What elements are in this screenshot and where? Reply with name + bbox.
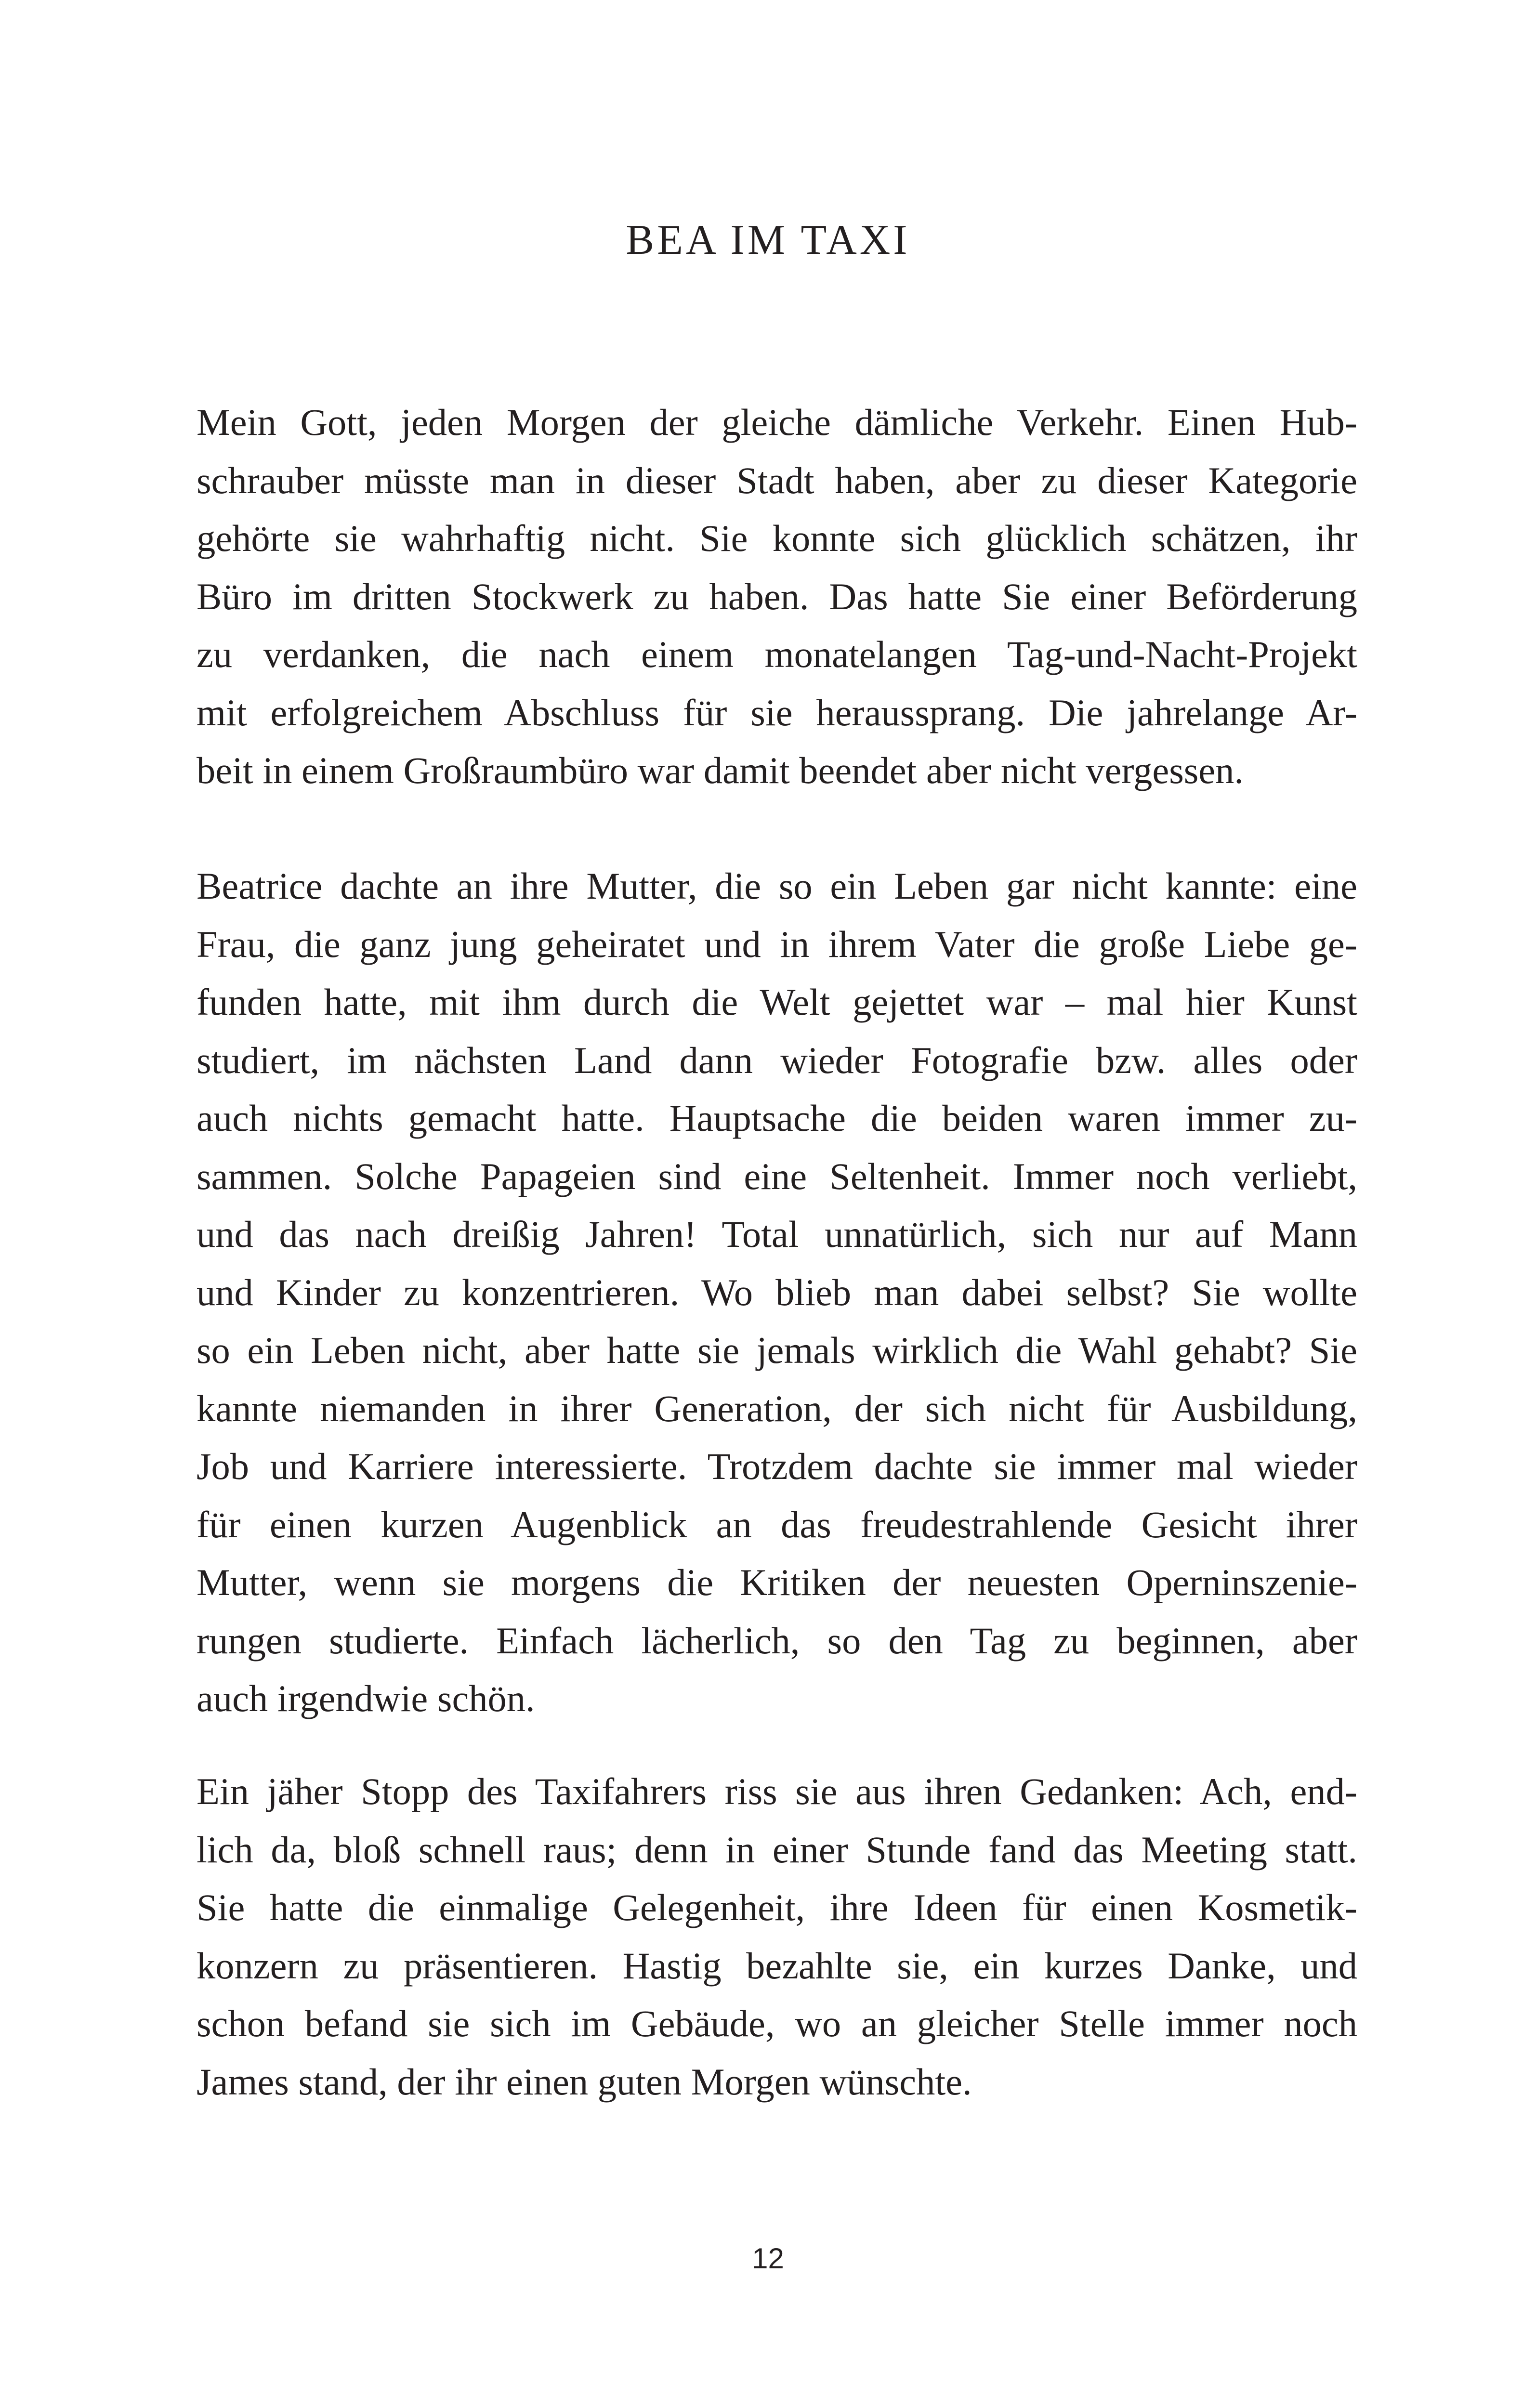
chapter-title: BEA IM TAXI — [626, 217, 910, 263]
text-line: James stand, der ihr einen guten Morgen wünschte. — [197, 2060, 972, 2103]
page-number: 12 — [752, 2242, 784, 2275]
text-line: und Kinder zu konzentrieren. Wo blieb man dabei selbst? Sie wollte — [197, 1271, 1357, 1313]
text-line: studiert, im nächsten Land dann wieder Fotografie bzw. alles oder — [197, 1039, 1357, 1081]
text-line: so ein Leben nicht, aber hatte sie jemals wirklich die Wahl gehabt? Sie — [197, 1329, 1357, 1371]
paragraph-3 — [197, 1763, 1357, 2111]
text-line: sammen. Solche Papageien sind eine Seltenheit. Immer noch verliebt, — [197, 1155, 1357, 1197]
text-line: funden hatte, mit ihm durch die Welt gejettet war – mal hier Kunst — [197, 981, 1357, 1023]
text-line: schrauber müsste man in dieser Stadt haben, aber zu dieser Kategorie — [197, 459, 1357, 501]
text-line: und das nach dreißig Jahren! Total unnatürlich, sich nur auf Mann — [197, 1213, 1357, 1255]
text-line: Mein Gott, jeden Morgen der gleiche dämliche Verkehr. Einen Hub- — [197, 401, 1357, 443]
text-line: gehörte sie wahrhaftig nicht. Sie konnte sich glücklich schätzen, ihr — [197, 517, 1357, 559]
text-line: zu verdanken, die nach einem monatelangen Tag-und-Nacht-Projekt — [197, 633, 1357, 675]
text-line: lich da, bloß schnell raus; denn in einer Stunde fand das Meeting statt. — [197, 1828, 1357, 1871]
text-line: konzern zu präsentieren. Hastig bezahlte sie, ein kurzes Danke, und — [197, 1944, 1357, 1987]
text-line: Mutter, wenn sie morgens die Kritiken der neuesten Operninszenie- — [197, 1561, 1357, 1603]
paragraph-2 — [197, 857, 1357, 1728]
text-line: Sie hatte die einmalige Gelegenheit, ihre Ideen für einen Kosmetik- — [197, 1886, 1357, 1928]
text-line: schon befand sie sich im Gebäude, wo an gleicher Stelle immer noch — [197, 2002, 1357, 2044]
text-line: rungen studierte. Einfach lächerlich, so den Tag zu beginnen, aber — [197, 1619, 1357, 1662]
text-line: Beatrice dachte an ihre Mutter, die so ein Leben gar nicht kannte: eine — [197, 865, 1357, 907]
paragraph-1 — [197, 393, 1357, 800]
text-line: auch nichts gemacht hatte. Hauptsache die beiden waren immer zu- — [197, 1097, 1357, 1139]
text-line: für einen kurzen Augenblick an das freudestrahlende Gesicht ihrer — [197, 1503, 1357, 1545]
text-line: kannte niemanden in ihrer Generation, der sich nicht für Ausbildung, — [197, 1387, 1357, 1429]
text-line: Frau, die ganz jung geheiratet und in ihrem Vater die große Liebe ge- — [197, 923, 1357, 965]
text-line: mit erfolgreichem Abschluss für sie heraussprang. Die jahrelange Ar- — [197, 691, 1357, 733]
text-line: beit in einem Großraumbüro war damit beendet aber nicht vergessen. — [197, 749, 1244, 791]
text-line: auch irgendwie schön. — [197, 1677, 535, 1719]
text-line: Büro im dritten Stockwerk zu haben. Das hatte Sie einer Beförderung — [197, 575, 1357, 617]
text-line: Ein jäher Stopp des Taxifahrers riss sie aus ihren Gedanken: Ach, end- — [197, 1770, 1357, 1812]
text-line: Job und Karriere interessierte. Trotzdem dachte sie immer mal wieder — [197, 1445, 1357, 1487]
